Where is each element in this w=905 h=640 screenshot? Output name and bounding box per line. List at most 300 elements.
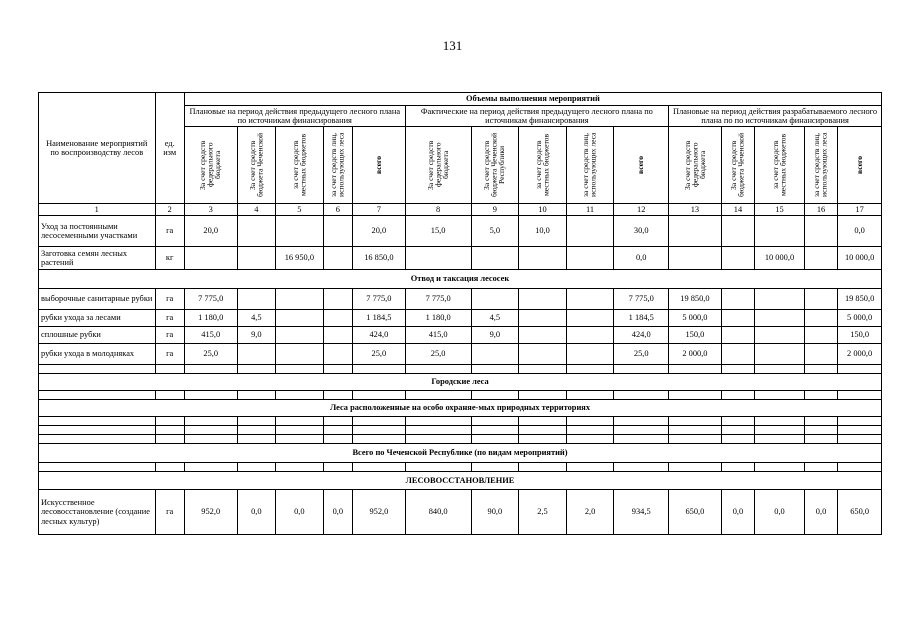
row-value: 10 000,0 (755, 247, 805, 270)
empty-cell (155, 426, 184, 435)
row-value: 0,0 (755, 490, 805, 535)
row-unit: га (155, 344, 184, 365)
column-number: 5 (276, 204, 324, 216)
empty-cell (353, 463, 406, 472)
row-value (323, 344, 352, 365)
row-value: 90,0 (471, 490, 519, 535)
row-value: 10 000,0 (838, 247, 882, 270)
empty-cell (353, 426, 406, 435)
subcolumn-label: всего (374, 155, 384, 175)
column-number: 13 (669, 204, 722, 216)
empty-cell (184, 391, 237, 400)
row-value (566, 247, 614, 270)
empty-cell (276, 417, 324, 426)
empty-cell (838, 365, 882, 374)
empty-cell (276, 435, 324, 444)
row-value: 0,0 (323, 490, 352, 535)
row-value (755, 310, 805, 327)
row-value: 2 000,0 (669, 344, 722, 365)
row-value: 7 775,0 (184, 289, 237, 310)
row-value (721, 216, 754, 247)
column-number: 15 (755, 204, 805, 216)
row-value (237, 289, 276, 310)
table-row (39, 327, 882, 344)
row-value (755, 327, 805, 344)
empty-cell (39, 426, 156, 435)
row-value (721, 344, 754, 365)
row-value (471, 289, 519, 310)
empty-cell (566, 435, 614, 444)
row-name: Уход за постоянными лесосеменными участками (39, 216, 156, 247)
row-value: 934,5 (614, 490, 669, 535)
empty-cell (184, 463, 237, 472)
empty-cell (804, 426, 837, 435)
row-value: 25,0 (614, 344, 669, 365)
column-number: 7 (353, 204, 406, 216)
subcolumn-label: за счет средств местных бюджетов (533, 133, 551, 197)
empty-cell (155, 463, 184, 472)
empty-cell (838, 435, 882, 444)
row-value: 19 850,0 (669, 289, 722, 310)
empty-cell (721, 391, 754, 400)
row-value: 424,0 (614, 327, 669, 344)
header-unit-col: ед. изм (155, 93, 184, 204)
row-value (471, 247, 519, 270)
empty-cell (471, 417, 519, 426)
row-value: 0,0 (721, 490, 754, 535)
row-value (804, 247, 837, 270)
section-title: Отвод и таксация лесосек (39, 270, 882, 289)
empty-cell (755, 391, 805, 400)
row-value (519, 247, 567, 270)
subcolumn-header (614, 127, 669, 204)
empty-cell (838, 463, 882, 472)
subcolumn-label: за счет средств местных бюджетов (290, 133, 308, 197)
empty-cell (184, 365, 237, 374)
row-value: 424,0 (353, 327, 406, 344)
row-value (276, 310, 324, 327)
row-value: 25,0 (405, 344, 471, 365)
row-value: 2,5 (519, 490, 567, 535)
table-row (39, 344, 882, 365)
row-value (566, 289, 614, 310)
row-value: 10,0 (519, 216, 567, 247)
row-unit: га (155, 490, 184, 535)
empty-cell (237, 417, 276, 426)
row-name: выборочные санитарные рубки (39, 289, 156, 310)
column-number: 4 (237, 204, 276, 216)
subcolumn-header (353, 127, 406, 204)
row-value (755, 344, 805, 365)
empty-cell (614, 365, 669, 374)
row-value (276, 327, 324, 344)
subcolumn-header (838, 127, 882, 204)
empty-cell (237, 463, 276, 472)
empty-cell (155, 365, 184, 374)
row-value: 0,0 (276, 490, 324, 535)
empty-cell (519, 365, 567, 374)
row-value: 840,0 (405, 490, 471, 535)
subcolumn-header (405, 127, 471, 204)
row-value: 7 775,0 (353, 289, 406, 310)
empty-cell (323, 426, 352, 435)
subcolumn-header (276, 127, 324, 204)
empty-cell (184, 435, 237, 444)
row-value: 5 000,0 (669, 310, 722, 327)
empty-cell (471, 365, 519, 374)
row-name: сплошные рубки (39, 327, 156, 344)
header-group2: Фактические на период действия предыдущего лесного плана по источникам финансирования (405, 106, 668, 127)
section-row (39, 444, 882, 463)
empty-row (39, 365, 882, 374)
column-number-row (39, 204, 882, 216)
row-value: 952,0 (184, 490, 237, 535)
empty-cell (669, 365, 722, 374)
row-value (721, 327, 754, 344)
empty-cell (471, 435, 519, 444)
row-value: 7 775,0 (405, 289, 471, 310)
subcolumn-label: За счет средств федерального бюджета (682, 140, 707, 190)
subcolumn-label: за счет средств лиц, использующих леса (329, 132, 346, 198)
row-value (519, 310, 567, 327)
section-row (39, 270, 882, 289)
subcolumn-header (669, 127, 722, 204)
row-unit: га (155, 289, 184, 310)
empty-cell (614, 463, 669, 472)
table-row (39, 289, 882, 310)
row-value (721, 310, 754, 327)
empty-cell (353, 417, 406, 426)
row-value (804, 310, 837, 327)
row-value: 0,0 (804, 490, 837, 535)
row-value (804, 327, 837, 344)
row-value (804, 344, 837, 365)
empty-cell (405, 391, 471, 400)
empty-cell (566, 391, 614, 400)
column-number: 16 (804, 204, 837, 216)
empty-cell (353, 391, 406, 400)
row-value (405, 247, 471, 270)
empty-cell (323, 435, 352, 444)
subcolumn-label: За счет средств федерального бюджета (425, 140, 450, 190)
column-number: 11 (566, 204, 614, 216)
empty-cell (804, 365, 837, 374)
row-value: 2,0 (566, 490, 614, 535)
reforestation-table (38, 92, 882, 535)
row-unit: га (155, 327, 184, 344)
table-row (39, 490, 882, 535)
row-value (804, 289, 837, 310)
row-value: 1 184,5 (353, 310, 406, 327)
row-value (184, 247, 237, 270)
row-value (323, 310, 352, 327)
row-value: 5 000,0 (838, 310, 882, 327)
empty-cell (755, 435, 805, 444)
row-value: 4,5 (471, 310, 519, 327)
empty-cell (237, 435, 276, 444)
row-value (323, 327, 352, 344)
empty-cell (755, 426, 805, 435)
empty-cell (184, 426, 237, 435)
table-row (39, 247, 882, 270)
subcolumn-label: За счет средств бюджета Чеченской Республики (482, 132, 507, 198)
subcolumn-header (184, 127, 237, 204)
row-value (669, 216, 722, 247)
table-body (39, 204, 882, 535)
row-value (323, 247, 352, 270)
empty-cell (519, 426, 567, 435)
empty-cell (669, 417, 722, 426)
empty-cell (519, 435, 567, 444)
empty-cell (614, 435, 669, 444)
row-value: 0,0 (237, 490, 276, 535)
row-unit: га (155, 216, 184, 247)
row-name: рубки ухода за лесами (39, 310, 156, 327)
column-number: 10 (519, 204, 567, 216)
row-value: 415,0 (405, 327, 471, 344)
subcolumn-header (721, 127, 754, 204)
row-value: 16 950,0 (276, 247, 324, 270)
row-value: 9,0 (471, 327, 519, 344)
section-title: Всего по Чеченской Республике (по видам мероприятий) (39, 444, 882, 463)
empty-row (39, 417, 882, 426)
empty-cell (39, 417, 156, 426)
empty-row (39, 426, 882, 435)
empty-cell (39, 463, 156, 472)
section-title: Городские леса (39, 374, 882, 391)
row-value (237, 344, 276, 365)
row-value: 9,0 (237, 327, 276, 344)
column-number: 2 (155, 204, 184, 216)
empty-cell (838, 391, 882, 400)
row-value (566, 327, 614, 344)
empty-row (39, 463, 882, 472)
row-value (566, 344, 614, 365)
column-number: 14 (721, 204, 754, 216)
empty-cell (721, 426, 754, 435)
empty-cell (39, 365, 156, 374)
row-value: 20,0 (184, 216, 237, 247)
row-value: 952,0 (353, 490, 406, 535)
empty-cell (519, 391, 567, 400)
empty-cell (276, 391, 324, 400)
empty-cell (669, 426, 722, 435)
empty-cell (669, 391, 722, 400)
subcolumn-label: всего (854, 155, 864, 175)
empty-cell (669, 435, 722, 444)
empty-cell (471, 426, 519, 435)
subcolumn-header (566, 127, 614, 204)
empty-cell (566, 463, 614, 472)
row-value: 150,0 (669, 327, 722, 344)
empty-cell (155, 417, 184, 426)
row-name: Заготовка семян лесных растений (39, 247, 156, 270)
empty-cell (237, 391, 276, 400)
empty-cell (353, 365, 406, 374)
empty-cell (669, 463, 722, 472)
column-number: 17 (838, 204, 882, 216)
row-value: 0,0 (614, 247, 669, 270)
subcolumn-label: За счет средств бюджета Чеченской (729, 132, 746, 198)
empty-cell (471, 391, 519, 400)
empty-cell (353, 435, 406, 444)
empty-cell (323, 391, 352, 400)
subcolumn-label: за счет средств лиц, использующих леса (812, 132, 830, 198)
row-value: 1 180,0 (184, 310, 237, 327)
empty-cell (755, 365, 805, 374)
row-value (237, 216, 276, 247)
row-value: 1 184,5 (614, 310, 669, 327)
table-row (39, 216, 882, 247)
row-value (519, 344, 567, 365)
empty-cell (405, 463, 471, 472)
row-value (804, 216, 837, 247)
row-unit: га (155, 310, 184, 327)
row-value: 16 850,0 (353, 247, 406, 270)
empty-cell (471, 463, 519, 472)
row-value (237, 247, 276, 270)
empty-cell (838, 417, 882, 426)
row-value (721, 247, 754, 270)
empty-cell (721, 463, 754, 472)
subcolumn-header (323, 127, 352, 204)
empty-cell (721, 417, 754, 426)
column-number: 6 (323, 204, 352, 216)
empty-cell (755, 463, 805, 472)
row-name: Искусственное лесовосстановление (создание лесных культур) (39, 490, 156, 535)
empty-cell (614, 426, 669, 435)
section-title: Леса расположенные на особо охраняе-мых природных территориях (39, 400, 882, 417)
row-value: 0,0 (838, 216, 882, 247)
column-number: 9 (471, 204, 519, 216)
row-value: 15,0 (405, 216, 471, 247)
column-number: 1 (39, 204, 156, 216)
empty-cell (155, 435, 184, 444)
subcolumn-label: всего (636, 155, 646, 175)
subcolumn-label: за счет средств местных бюджетов (770, 133, 788, 197)
empty-cell (755, 417, 805, 426)
empty-cell (838, 426, 882, 435)
row-value: 415,0 (184, 327, 237, 344)
empty-cell (614, 391, 669, 400)
row-value (721, 289, 754, 310)
row-value: 5,0 (471, 216, 519, 247)
empty-cell (323, 417, 352, 426)
row-value (519, 289, 567, 310)
empty-cell (155, 391, 184, 400)
column-number: 8 (405, 204, 471, 216)
row-value: 25,0 (184, 344, 237, 365)
empty-cell (276, 365, 324, 374)
row-value: 1 180,0 (405, 310, 471, 327)
empty-cell (405, 417, 471, 426)
subcolumn-header (519, 127, 567, 204)
empty-cell (566, 365, 614, 374)
empty-row (39, 391, 882, 400)
row-value (276, 289, 324, 310)
header-name-col: Наименование мероприятий по воспроизводству лесов (39, 93, 156, 204)
empty-cell (804, 417, 837, 426)
column-number: 12 (614, 204, 669, 216)
row-value (519, 327, 567, 344)
row-value: 20,0 (353, 216, 406, 247)
row-value (755, 216, 805, 247)
row-unit: кг (155, 247, 184, 270)
empty-cell (276, 426, 324, 435)
row-value: 19 850,0 (838, 289, 882, 310)
row-value: 650,0 (669, 490, 722, 535)
subcolumn-header (471, 127, 519, 204)
row-value: 7 775,0 (614, 289, 669, 310)
empty-cell (614, 417, 669, 426)
empty-cell (804, 391, 837, 400)
subcolumn-label: За счет средств бюджета Чеченской (247, 132, 265, 198)
empty-cell (804, 435, 837, 444)
row-value (566, 310, 614, 327)
empty-cell (405, 365, 471, 374)
empty-cell (519, 463, 567, 472)
empty-cell (323, 365, 352, 374)
subcolumn-label: За счет средств федерального бюджета (198, 140, 223, 190)
header-group1: Плановые на период действия предыдущего лесного плана по источникам финансирования (184, 106, 405, 127)
empty-row (39, 435, 882, 444)
row-value: 150,0 (838, 327, 882, 344)
row-name: рубки ухода в молодняках (39, 344, 156, 365)
table-row (39, 310, 882, 327)
row-value (276, 216, 324, 247)
empty-cell (237, 365, 276, 374)
row-value (276, 344, 324, 365)
empty-cell (39, 435, 156, 444)
empty-cell (804, 463, 837, 472)
row-value (323, 289, 352, 310)
section-title: ЛЕСОВОССТАНОВЛЕНИЕ (39, 472, 882, 490)
empty-cell (323, 463, 352, 472)
row-value: 650,0 (838, 490, 882, 535)
row-value: 25,0 (353, 344, 406, 365)
subcolumn-header (755, 127, 805, 204)
section-row (39, 472, 882, 490)
empty-cell (405, 426, 471, 435)
row-value (471, 344, 519, 365)
section-row (39, 400, 882, 417)
section-row (39, 374, 882, 391)
empty-cell (276, 463, 324, 472)
empty-cell (566, 426, 614, 435)
row-value: 4,5 (237, 310, 276, 327)
empty-cell (39, 391, 156, 400)
row-value: 2 000,0 (838, 344, 882, 365)
header-group3: Плановые на период действия разрабатываемого лесного плана по по источникам финансирования (669, 106, 882, 127)
empty-cell (721, 365, 754, 374)
row-value (566, 216, 614, 247)
header-volumes: Объемы выполнения мероприятий (184, 93, 881, 106)
row-value (755, 289, 805, 310)
row-value: 30,0 (614, 216, 669, 247)
subcolumn-header (804, 127, 837, 204)
empty-cell (721, 435, 754, 444)
empty-cell (519, 417, 567, 426)
empty-cell (184, 417, 237, 426)
subcolumn-label: за счет средств лиц, использующих леса (581, 132, 599, 198)
subcolumn-header (237, 127, 276, 204)
empty-cell (237, 426, 276, 435)
empty-cell (566, 417, 614, 426)
page-number: 131 (442, 38, 463, 53)
empty-cell (405, 435, 471, 444)
row-value (669, 247, 722, 270)
column-number: 3 (184, 204, 237, 216)
